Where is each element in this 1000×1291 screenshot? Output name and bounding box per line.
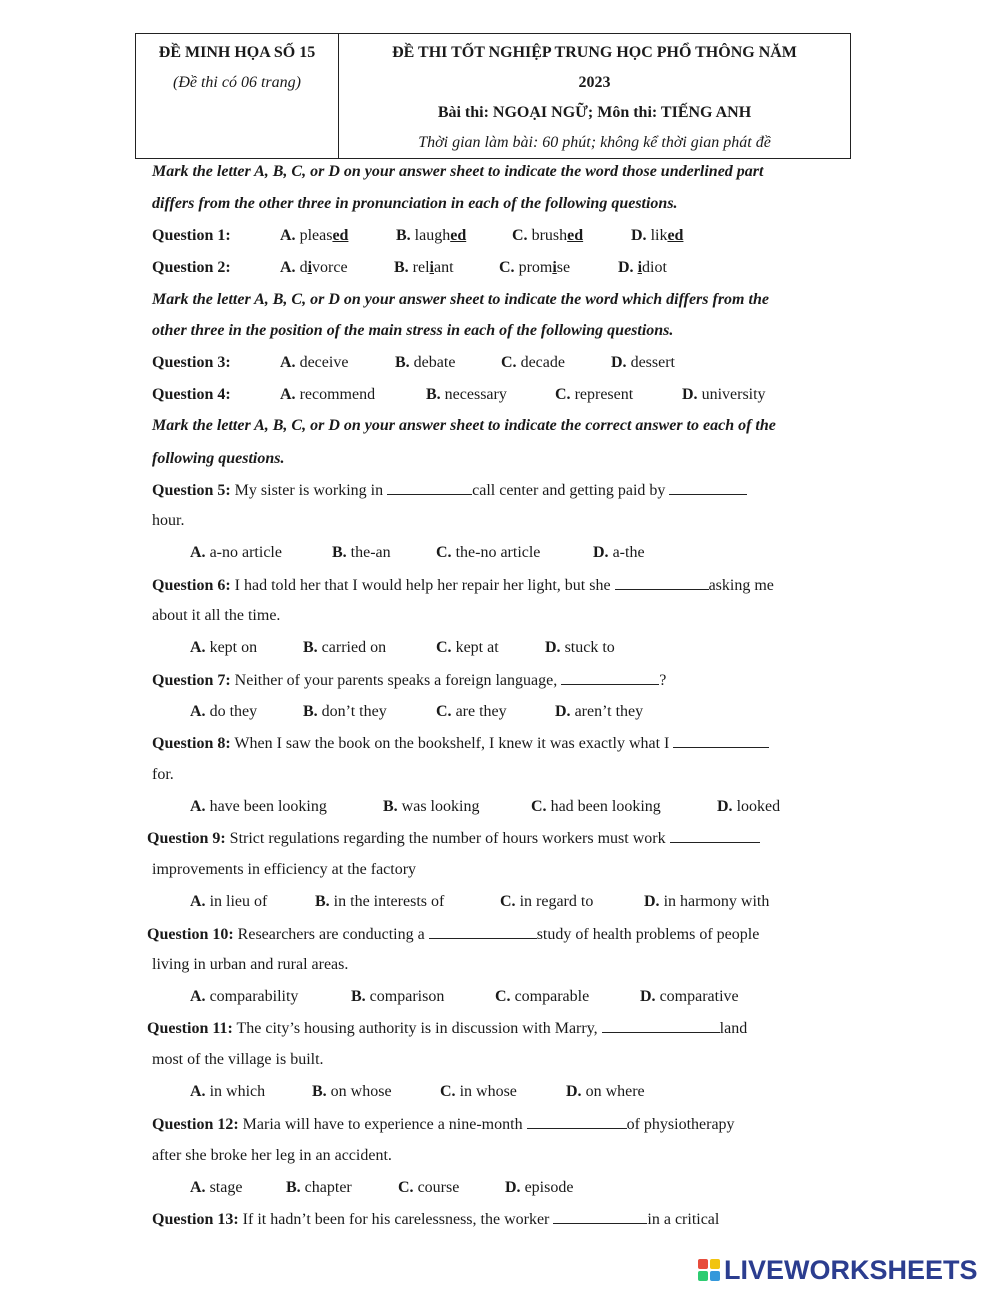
option-letter: C. xyxy=(436,544,452,561)
q9-option-c[interactable] xyxy=(500,892,593,912)
stem-text: When I saw the book on the bookshelf, I knew it was exactly what I xyxy=(230,735,674,752)
option-letter: A. xyxy=(190,798,206,815)
option-letter: B. xyxy=(332,544,347,561)
option-text: a-the xyxy=(612,544,645,561)
question-label: Question 5: xyxy=(152,482,231,499)
question-11-stem-cont: most of the village is built. xyxy=(152,1051,324,1068)
stem-text: Strict regulations regarding the number of hours workers must work xyxy=(225,830,670,847)
option-letter: A. xyxy=(190,703,206,720)
q1-option-a[interactable] xyxy=(280,226,348,246)
option-letter: D. xyxy=(644,893,660,910)
q3-option-a[interactable] xyxy=(280,353,348,373)
option-letter: A. xyxy=(280,354,296,371)
option-letter: D. xyxy=(505,1179,521,1196)
q12-option-d[interactable] xyxy=(505,1178,573,1198)
option-letter: C. xyxy=(512,227,528,244)
instruction-answer-line1: Mark the letter A, B, C, or D on your answer sheet to indicate the correct answer to each of the xyxy=(152,417,776,434)
option-letter: B. xyxy=(395,354,410,371)
option-letter: D. xyxy=(640,988,656,1005)
logo-square-red xyxy=(698,1259,708,1269)
q10-option-a[interactable] xyxy=(190,987,298,1007)
q7-option-a[interactable] xyxy=(190,702,257,722)
q10-option-c[interactable] xyxy=(495,987,589,1007)
question-9-stem xyxy=(147,828,760,849)
option-text: ant xyxy=(434,259,454,276)
option-text: comparable xyxy=(514,988,590,1005)
q7-option-b[interactable] xyxy=(303,702,387,722)
answer-blank[interactable] xyxy=(669,480,747,495)
instruction-stress-line2: other three in the position of the main stress in each of the following questions. xyxy=(152,322,674,339)
header-left-cell xyxy=(136,34,339,158)
instruction-pronunciation-line1: Mark the letter A, B, C, or D on your answer sheet to indicate the word those underlined part xyxy=(152,163,764,180)
q8-option-b[interactable] xyxy=(383,797,479,817)
option-text: vorce xyxy=(312,259,348,276)
stem-text: asking me xyxy=(708,577,774,594)
answer-blank[interactable] xyxy=(387,480,472,495)
q3-option-d[interactable] xyxy=(611,353,675,373)
option-letter: C. xyxy=(436,703,452,720)
answer-blank[interactable] xyxy=(553,1209,647,1224)
header-right-cell xyxy=(339,34,850,158)
option-text: episode xyxy=(524,1179,574,1196)
option-text: chapter xyxy=(304,1179,352,1196)
option-text: d xyxy=(299,259,308,276)
q9-option-a[interactable] xyxy=(190,892,267,912)
q1-option-d[interactable] xyxy=(631,226,683,246)
option-text: looked xyxy=(736,798,781,815)
q6-option-a[interactable] xyxy=(190,638,257,658)
question-12-stem xyxy=(152,1114,735,1135)
option-text: the-an xyxy=(350,544,391,561)
option-letter: B. xyxy=(303,639,318,656)
option-letter: A. xyxy=(280,259,296,276)
option-text: do they xyxy=(209,703,258,720)
question-11-stem xyxy=(147,1018,747,1039)
option-text: lik xyxy=(650,227,668,244)
option-text: stuck to xyxy=(564,639,615,656)
option-letter: C. xyxy=(440,1083,456,1100)
option-text: the-no article xyxy=(455,544,541,561)
option-letter: B. xyxy=(394,259,409,276)
underlined-part: i xyxy=(552,259,557,276)
option-text: on where xyxy=(585,1083,645,1100)
stem-text: study of health problems of people xyxy=(536,926,760,943)
option-letter: C. xyxy=(495,988,511,1005)
logo-square-blue xyxy=(710,1271,720,1281)
q3-option-c[interactable] xyxy=(501,353,565,373)
q7-option-d[interactable] xyxy=(555,702,643,722)
option-text: kept at xyxy=(455,639,499,656)
question-10-stem-cont: living in urban and rural areas. xyxy=(152,956,349,973)
q11-option-c[interactable] xyxy=(440,1082,517,1102)
option-letter: A. xyxy=(280,386,296,403)
option-text: in harmony with xyxy=(663,893,770,910)
option-letter: D. xyxy=(631,227,647,244)
option-letter: B. xyxy=(396,227,411,244)
option-text: in whose xyxy=(459,1083,517,1100)
stem-text: Maria will have to experience a nine-month xyxy=(238,1116,527,1133)
option-text: rel xyxy=(412,259,430,276)
option-letter: D. xyxy=(593,544,609,561)
q11-option-b[interactable] xyxy=(312,1082,392,1102)
exam-time: Thời gian làm bài: 60 phút; không kể thời gian phát đề xyxy=(418,134,771,151)
underlined-part: ed xyxy=(450,227,467,244)
option-text: was looking xyxy=(401,798,480,815)
option-text: necessary xyxy=(444,386,507,403)
option-text: on whose xyxy=(330,1083,392,1100)
option-text: in which xyxy=(209,1083,266,1100)
option-letter: A. xyxy=(190,893,206,910)
option-text: comparability xyxy=(209,988,299,1005)
option-letter: A. xyxy=(190,1083,206,1100)
q9-option-d[interactable] xyxy=(644,892,769,912)
option-text: recommend xyxy=(299,386,376,403)
q12-option-b[interactable] xyxy=(286,1178,352,1198)
q1-option-c[interactable] xyxy=(512,226,583,246)
logo-square-green xyxy=(698,1271,708,1281)
option-letter: C. xyxy=(501,354,517,371)
option-text: course xyxy=(417,1179,460,1196)
option-text: in the interests of xyxy=(333,893,445,910)
option-letter: B. xyxy=(303,703,318,720)
q6-option-b[interactable] xyxy=(303,638,386,658)
question-6-stem xyxy=(152,575,774,596)
option-letter: A. xyxy=(190,639,206,656)
q4-option-c[interactable] xyxy=(555,385,633,405)
option-text: kept on xyxy=(209,639,258,656)
question-label: Question 12: xyxy=(152,1116,239,1133)
option-letter: A. xyxy=(280,227,296,244)
option-text: aren’t they xyxy=(574,703,644,720)
option-letter: D. xyxy=(717,798,733,815)
q10-option-d[interactable] xyxy=(640,987,739,1007)
question-7-stem xyxy=(152,670,666,691)
option-text: brush xyxy=(531,227,568,244)
question-5-stem-cont: hour. xyxy=(152,512,185,529)
stem-text: in a critical xyxy=(647,1211,720,1228)
option-letter: A. xyxy=(190,544,206,561)
underlined-part: ed xyxy=(567,227,584,244)
stem-text: My sister is working in xyxy=(230,482,388,499)
option-text: have been looking xyxy=(209,798,327,815)
q4-option-a[interactable] xyxy=(280,385,375,405)
exam-subject: Bài thi: NGOẠI NGỮ; Môn thi: TIẾNG ANH xyxy=(437,104,752,121)
liveworksheets-logo xyxy=(698,1253,993,1287)
exam-header xyxy=(135,33,851,159)
option-letter: D. xyxy=(545,639,561,656)
q2-option-a[interactable] xyxy=(280,258,348,278)
option-letter: B. xyxy=(315,893,330,910)
option-text: laugh xyxy=(414,227,451,244)
option-letter: A. xyxy=(190,988,206,1005)
option-text: comparison xyxy=(369,988,445,1005)
q1-option-b[interactable] xyxy=(396,226,466,246)
q6-option-d[interactable] xyxy=(545,638,615,658)
q4-option-d[interactable] xyxy=(682,385,766,405)
q2-option-b[interactable] xyxy=(394,258,454,278)
underlined-part: i xyxy=(637,259,643,276)
q11-option-d[interactable] xyxy=(566,1082,645,1102)
underlined-part: ed xyxy=(332,227,349,244)
q4-option-b[interactable] xyxy=(426,385,507,405)
question-label: Question 9: xyxy=(147,830,226,847)
question-label: Question 8: xyxy=(152,735,231,752)
question-9-stem-cont: improvements in efficiency at the factory xyxy=(152,861,417,878)
question-8-stem-cont: for. xyxy=(152,766,174,783)
question-label: Question 10: xyxy=(147,926,234,943)
option-letter: D. xyxy=(618,259,634,276)
option-letter: B. xyxy=(351,988,366,1005)
exam-code: ĐỀ MINH HỌA SỐ 15 xyxy=(158,44,316,61)
stem-text: land xyxy=(719,1020,748,1037)
question-label: Question 13: xyxy=(152,1211,239,1228)
option-text: carried on xyxy=(321,639,387,656)
question-label: Question 7: xyxy=(152,672,231,689)
option-letter: D. xyxy=(611,354,627,371)
question-1-label: Question 1: xyxy=(152,227,231,244)
q10-option-b[interactable] xyxy=(351,987,444,1007)
option-letter: B. xyxy=(286,1179,301,1196)
question-13-stem xyxy=(152,1209,719,1230)
q12-option-c[interactable] xyxy=(398,1178,459,1198)
q2-option-d[interactable] xyxy=(618,258,667,278)
exam-title: ĐỀ THI TỐT NGHIỆP TRUNG HỌC PHỔ THÔNG NĂM xyxy=(392,44,797,61)
q5-option-c[interactable] xyxy=(436,543,540,563)
option-letter: B. xyxy=(312,1083,327,1100)
option-letter: C. xyxy=(555,386,571,403)
instruction-answer-line2: following questions. xyxy=(152,450,285,467)
answer-blank[interactable] xyxy=(670,828,760,843)
stem-text: If it hadn’t been for his carelessness, the worker xyxy=(238,1211,554,1228)
option-text: represent xyxy=(574,386,634,403)
stem-text: I had told her that I would help her repair her light, but she xyxy=(230,577,615,594)
option-letter: C. xyxy=(531,798,547,815)
question-3-label: Question 3: xyxy=(152,354,231,371)
option-letter: C. xyxy=(436,639,452,656)
question-8-stem xyxy=(152,733,769,754)
stem-text: Neither of your parents speaks a foreign language, xyxy=(230,672,562,689)
option-text: se xyxy=(556,259,571,276)
question-12-stem-cont: after she broke her leg in an accident. xyxy=(152,1147,392,1164)
option-text: pleas xyxy=(299,227,333,244)
question-10-stem xyxy=(147,924,759,945)
q8-option-a[interactable] xyxy=(190,797,327,817)
answer-blank[interactable] xyxy=(673,733,769,748)
option-letter: C. xyxy=(499,259,515,276)
option-text: a-no article xyxy=(209,544,282,561)
option-text: in lieu of xyxy=(209,893,268,910)
q9-option-b[interactable] xyxy=(315,892,444,912)
question-6-stem-cont: about it all the time. xyxy=(152,607,281,624)
stem-text: Researchers are conducting a xyxy=(233,926,429,943)
q5-option-b[interactable] xyxy=(332,543,391,563)
exam-year: 2023 xyxy=(578,74,611,91)
answer-blank[interactable] xyxy=(615,575,709,590)
underlined-part: i xyxy=(307,259,313,276)
option-text: are they xyxy=(455,703,507,720)
option-text: decade xyxy=(520,354,565,371)
option-letter: A. xyxy=(190,1179,206,1196)
page-count-note: (Đề thi có 06 trang) xyxy=(173,74,301,91)
answer-blank[interactable] xyxy=(429,924,537,939)
option-text: prom xyxy=(518,259,553,276)
option-text: dessert xyxy=(630,354,675,371)
question-5-stem xyxy=(152,480,747,501)
logo-square-yellow xyxy=(710,1259,720,1269)
stem-text: of physiotherapy xyxy=(626,1116,735,1133)
underlined-part: i xyxy=(429,259,434,276)
option-letter: C. xyxy=(500,893,516,910)
underlined-part: ed xyxy=(667,227,684,244)
option-text: comparative xyxy=(659,988,739,1005)
question-4-label: Question 4: xyxy=(152,386,231,403)
option-text: university xyxy=(701,386,766,403)
q11-option-a[interactable] xyxy=(190,1082,265,1102)
instruction-stress-line1: Mark the letter A, B, C, or D on your answer sheet to indicate the word which differs from the xyxy=(152,291,769,308)
q7-option-c[interactable] xyxy=(436,702,507,722)
liveworksheets-icon xyxy=(698,1257,722,1283)
q5-option-d[interactable] xyxy=(593,543,645,563)
option-letter: D. xyxy=(555,703,571,720)
option-text: debate xyxy=(413,354,456,371)
option-letter: D. xyxy=(682,386,698,403)
answer-blank[interactable] xyxy=(561,670,659,685)
option-text: deceive xyxy=(299,354,349,371)
q3-option-b[interactable] xyxy=(395,353,455,373)
q5-option-a[interactable] xyxy=(190,543,282,563)
question-label: Question 11: xyxy=(147,1020,233,1037)
stem-text: call center and getting paid by xyxy=(472,482,670,499)
q8-option-c[interactable] xyxy=(531,797,661,817)
option-text: had been looking xyxy=(550,798,661,815)
answer-blank[interactable] xyxy=(602,1018,720,1033)
option-text: stage xyxy=(209,1179,243,1196)
option-text: diot xyxy=(642,259,667,276)
question-2-label: Question 2: xyxy=(152,259,231,276)
option-letter: B. xyxy=(426,386,441,403)
option-letter: B. xyxy=(383,798,398,815)
q6-option-c[interactable] xyxy=(436,638,499,658)
instruction-pronunciation-line2: differs from the other three in pronunciation in each of the following questions. xyxy=(152,195,678,212)
option-letter: C. xyxy=(398,1179,414,1196)
stem-text: ? xyxy=(659,672,667,689)
option-letter: D. xyxy=(566,1083,582,1100)
question-label: Question 6: xyxy=(152,577,231,594)
option-text: don’t they xyxy=(321,703,387,720)
q12-option-a[interactable] xyxy=(190,1178,242,1198)
brand-name: LIVEWORKSHEETS xyxy=(724,1254,978,1285)
q2-option-c[interactable] xyxy=(499,258,570,278)
q8-option-d[interactable] xyxy=(717,797,780,817)
answer-blank[interactable] xyxy=(527,1114,627,1129)
stem-text: The city’s housing authority is in discussion with Marry, xyxy=(232,1020,602,1037)
option-text: in regard to xyxy=(519,893,594,910)
